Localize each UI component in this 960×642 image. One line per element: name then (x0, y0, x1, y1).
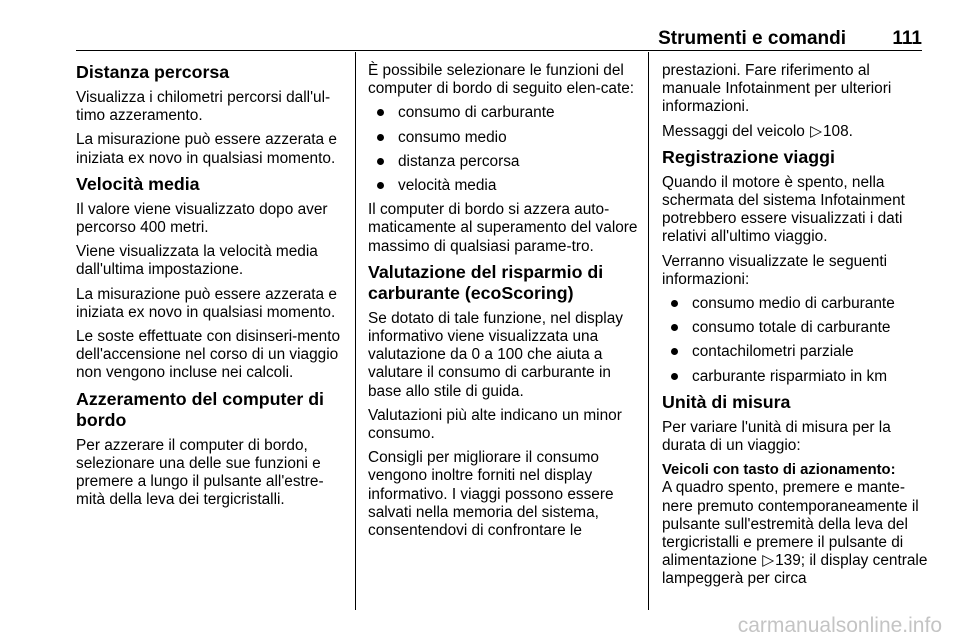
header-rule (76, 50, 922, 51)
paragraph-vehicle-messages: Messaggi del veicolo ▷108. (662, 122, 853, 140)
paragraph: È possibile selezionare le funzioni del computer di bordo di seguito elen-cate: (368, 62, 635, 98)
paragraph: Quando il motore è spento, nella schermata del sistema Infotainment potrebbero essere visualizzati i dati relativi all'ultimo viaggio. (662, 173, 905, 246)
paragraph: Verranno visualizzate le seguenti informazioni: (662, 252, 888, 288)
heading-average-speed: Velocità media (76, 173, 200, 194)
watermark: carmanualsonline.info (737, 614, 942, 637)
page-number: 111 (892, 28, 922, 49)
paragraph: Viene visualizzata la velocità media dall'ultima impostazione. (76, 243, 318, 279)
function-list (368, 104, 640, 195)
column-divider-1 (355, 52, 356, 610)
bullet-icon (671, 300, 678, 307)
section-title: Strumenti e comandi (658, 28, 846, 49)
trip-info-list (662, 295, 930, 386)
paragraph: Per variare l'unità di misura per la durata di un viaggio: (662, 418, 891, 455)
paragraph: Visualizza i chilometri percorsi dall'ul-timo azzeramento. (76, 89, 331, 125)
bullet-icon (377, 158, 384, 165)
paragraph: La misurazione può essere azzerata e iniziata ex novo in qualsiasi momento. (76, 131, 337, 167)
paragraph: Se dotato di tale funzione, nel display informativo viene visualizzata una valutazione da 0 a 100 che aiuta a valutare il consumo di carburante in base allo stile di guida. (368, 309, 623, 400)
paragraph: prestazioni. Fare riferimento al manuale Infotainment per ulteriori informazioni. (662, 62, 892, 116)
bullet-icon (671, 348, 678, 355)
page-reference: 139; il display (775, 552, 869, 570)
heading-reset: Azzeramento del computer di bordo (76, 388, 324, 430)
list-item: consumo medio (368, 129, 640, 147)
paragraph: Per azzerare il computer di bordo, selezionare una delle sue funzioni e premere a lungo il pulsante all'estre-mità della leva dei tergicristalli. (76, 436, 324, 509)
list-item: consumo medio di carburante (662, 295, 930, 313)
list-item: carburante risparmiato in km (662, 368, 930, 386)
list-item: consumo di carburante (368, 104, 640, 122)
paragraph: Consigli per migliorare il consumo vengono inoltre forniti nel display informativo. I viaggi possono essere salvati nella memoria del sistema, consentendovi di confrontare le (368, 449, 614, 540)
page-header (76, 24, 922, 50)
heading-ecoscoring: Valutazione del risparmio di carburante (ecoScoring) (368, 261, 604, 303)
paragraph: Le soste effettuate con disinseri-mento dell'accensione nel corso di un viaggio non vengono incluse nei calcoli. (76, 328, 341, 382)
column-2 (368, 62, 640, 546)
page-reference: 108. (823, 122, 853, 140)
paragraph: La misurazione può essere azzerata e iniziata ex novo in qualsiasi momento. (76, 285, 337, 321)
column-divider-2 (648, 52, 649, 610)
page-reference-icon: ▷ (762, 552, 775, 570)
list-item: consumo totale di carburante (662, 319, 930, 337)
bullet-icon (377, 134, 384, 141)
heading-trip-recording: Registrazione viaggi (662, 146, 835, 167)
paragraph: Valutazioni più alte indicano un minor consumo. (368, 406, 622, 443)
paragraph: Il computer di bordo si azzera auto-maticamente al superamento del valore massimo di qualsiasi parame-tro. (368, 201, 638, 255)
column-1 (76, 62, 348, 515)
bullet-icon (671, 373, 678, 380)
list-item: distanza percorsa (368, 153, 640, 171)
paragraph-push-button-instructions: A quadro spento, premere e mante-nere premuto contemporaneamente il pulsante sull'estremità della leva del tergicristalli e premere il pulsante di alimentazione ▷139; il display centrale lampeggerà per circa (662, 479, 928, 588)
bullet-icon (377, 109, 384, 116)
page-reference-icon: ▷ (810, 122, 822, 140)
list-item: contachilometri parziale (662, 343, 930, 361)
heading-distance: Distanza percorsa (76, 62, 230, 82)
bullet-icon (671, 324, 678, 331)
subheading-push-button-vehicles: Veicoli con tasto di azionamento: (662, 462, 896, 479)
bullet-icon (377, 182, 384, 189)
list-item: velocità media (368, 177, 640, 195)
paragraph: Il valore viene visualizzato dopo aver percorso 400 metri. (76, 200, 328, 237)
heading-units: Unità di misura (662, 391, 791, 412)
column-3 (662, 62, 930, 589)
